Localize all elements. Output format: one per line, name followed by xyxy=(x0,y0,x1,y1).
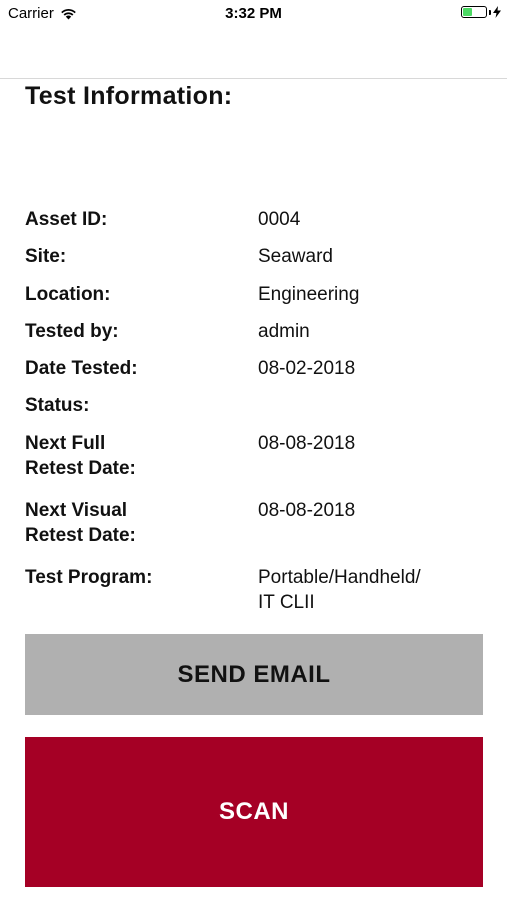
battery-indicator xyxy=(461,6,501,18)
next-full-retest-value: 08-08-2018 xyxy=(258,433,356,454)
next-visual-retest-label-line1: Next Visual xyxy=(25,500,128,521)
carrier-label: Carrier xyxy=(8,5,54,22)
next-full-retest-label-line1: Next Full xyxy=(25,433,106,454)
next-full-retest-label xyxy=(25,431,225,481)
next-visual-retest-label-line2: Retest Date: xyxy=(25,525,136,546)
asset-id-value: 0004 xyxy=(258,209,301,230)
scan-button[interactable]: SCAN xyxy=(25,737,483,887)
tested-by-label: Tested by: xyxy=(25,321,119,342)
battery-cap xyxy=(489,10,491,15)
clock-time: 3:32 PM xyxy=(225,5,282,22)
status-bar xyxy=(0,0,507,28)
location-value: Engineering xyxy=(258,284,360,305)
asset-id-label: Asset ID: xyxy=(25,209,108,230)
next-visual-retest-label xyxy=(25,498,225,548)
tested-by-value: admin xyxy=(258,321,310,342)
site-value: Seaward xyxy=(258,246,333,267)
status-label: Status: xyxy=(25,395,90,416)
battery-level-fill xyxy=(463,8,472,16)
next-full-retest-label-line2: Retest Date: xyxy=(25,458,136,479)
location-label: Location: xyxy=(25,284,111,305)
send-email-button[interactable]: SEND EMAIL xyxy=(25,634,483,715)
navigation-bar xyxy=(0,28,507,79)
test-program-value-line1: Portable/Handheld/ xyxy=(258,567,421,588)
date-tested-label: Date Tested: xyxy=(25,358,138,379)
charging-icon xyxy=(493,6,501,18)
date-tested-value: 08-02-2018 xyxy=(258,358,356,379)
test-program-value-line2: IT CLII xyxy=(258,592,315,613)
section-title: Test Information: xyxy=(25,82,233,110)
test-program-label: Test Program: xyxy=(25,567,153,588)
test-program-value xyxy=(258,565,488,615)
site-label: Site: xyxy=(25,246,67,267)
battery-icon xyxy=(461,6,487,18)
next-visual-retest-value: 08-08-2018 xyxy=(258,500,356,521)
